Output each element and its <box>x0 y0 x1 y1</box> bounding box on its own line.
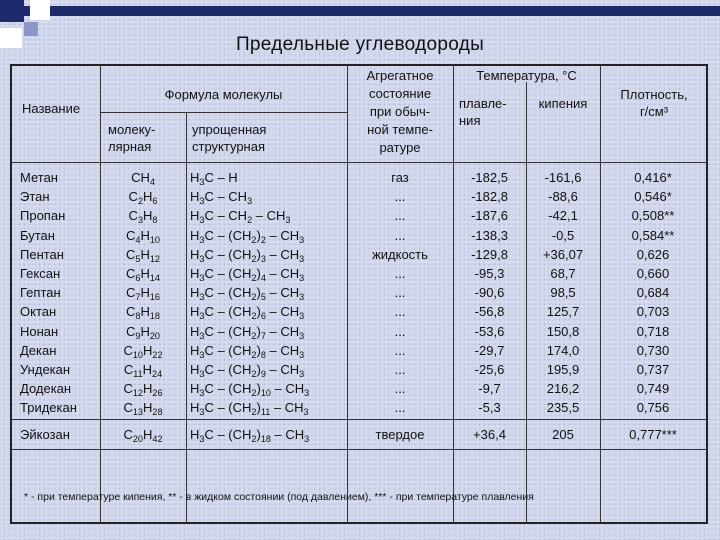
melting-point: -25,6 <box>474 362 505 378</box>
melting-point: -29,7 <box>474 342 505 358</box>
eicosane-state: твердое <box>375 427 425 442</box>
melting-point: -129,8 <box>471 246 508 262</box>
melting-point: -95,3 <box>474 266 505 282</box>
melting-point: -5,3 <box>478 400 501 416</box>
boiling-point: +36,07 <box>542 246 584 262</box>
structural-formula: $H_3C - (CH_2)_6 - CH_3$ <box>190 304 305 322</box>
density-value: 0,584** <box>631 227 675 243</box>
alkane-name: Метан <box>20 170 58 185</box>
eicosane-structural-formula: $H_3C - (CH_2)_{18} - CH_3$ <box>190 427 310 445</box>
aggregate-state: ... <box>394 381 406 397</box>
molecular-formula: $C_3H_8$ <box>128 208 158 226</box>
molecular-formula: $C_2H_6$ <box>128 189 158 207</box>
density-value: 0,508** <box>631 208 675 224</box>
aggregate-state: ... <box>394 208 406 224</box>
melting-point: -56,8 <box>474 304 505 320</box>
molecular-formula: $CH_4$ <box>131 170 155 188</box>
header-molecular: молеку- лярная <box>108 122 156 154</box>
boiling-point: 125,7 <box>546 304 580 320</box>
density-value: 0,416* <box>634 170 672 185</box>
structural-formula: $H_3C - (CH_2)_3 - CH_3$ <box>190 246 305 264</box>
header-temperature: Температура, °С <box>476 68 577 83</box>
alkane-name: Тридекан <box>20 400 77 416</box>
melting-point: -53,6 <box>474 323 505 339</box>
boiling-point: -88,6 <box>548 189 578 205</box>
column-boiling-point <box>526 168 600 418</box>
eicosane-name: Эйкозан <box>20 427 70 442</box>
structural-formula: $H_3C - (CH_2)_7 - CH_3$ <box>190 323 305 341</box>
molecular-formula: $C_9H_{20}$ <box>126 323 160 341</box>
melting-point: -187,6 <box>471 208 508 224</box>
melting-point: -90,6 <box>474 285 505 301</box>
boiling-point: 68,7 <box>550 266 576 282</box>
eicosane-melting: +36,4 <box>473 427 506 442</box>
structural-formula: $H_3C - (CH_2)_4 - CH_3$ <box>190 266 305 284</box>
structural-formula: $H_3C - CH_3$ <box>190 189 253 207</box>
density-value: 0,756 <box>636 400 670 416</box>
alkane-name: Пропан <box>20 208 66 224</box>
molecular-formula: $C_7H_{16}$ <box>126 285 160 303</box>
density-value: 0,730 <box>636 342 670 358</box>
aggregate-state: ... <box>394 285 406 301</box>
eicosane-boiling: 205 <box>552 427 574 442</box>
column-structural-formula <box>190 168 347 418</box>
molecular-formula: $C_{13}H_{28}$ <box>123 400 163 418</box>
aggregate-state: ... <box>394 227 406 243</box>
alkane-name: Нонан <box>20 323 59 339</box>
alkane-name: Гексан <box>20 266 61 282</box>
boiling-point: 150,8 <box>546 323 580 339</box>
header-melting: плавле- ния <box>459 96 507 128</box>
header-boiling: кипения <box>538 96 588 111</box>
melting-point: -182,5 <box>471 170 508 185</box>
molecular-formula: $C_{10}H_{22}$ <box>123 342 163 360</box>
boiling-point: 98,5 <box>550 285 576 301</box>
structural-formula: $H_3C - CH_2 - CH_3$ <box>190 208 291 226</box>
header-state: Агрегатное состояние при обыч- ной темпе- ратуре <box>366 68 434 155</box>
melting-point: -182,8 <box>471 189 508 205</box>
structural-formula: $H_3C - (CH_2)_9 - CH_3$ <box>190 362 305 380</box>
aggregate-state: ... <box>394 400 406 416</box>
alkane-name: Бутан <box>20 227 55 243</box>
structural-formula: $H_3C$ – H <box>190 170 238 188</box>
density-value: 0,718 <box>636 323 670 339</box>
molecular-formula: $C_4H_{10}$ <box>126 227 160 245</box>
melting-point: -9,7 <box>478 381 501 397</box>
decor-square-white <box>30 0 50 20</box>
molecular-formula: $C_8H_{18}$ <box>126 304 160 322</box>
alkane-name: Додекан <box>20 381 72 397</box>
grid-line <box>186 112 187 523</box>
aggregate-state: ... <box>394 266 406 282</box>
alkane-name: Гептан <box>20 285 61 301</box>
aggregate-state: ... <box>394 304 406 320</box>
boiling-point: -161,6 <box>544 170 582 185</box>
grid-line <box>11 162 707 163</box>
alkane-name: Этан <box>20 189 50 205</box>
aggregate-state: ... <box>394 362 406 378</box>
header-name: Название <box>22 101 81 116</box>
structural-formula: $H_3C - (CH_2)_8 - CH_3$ <box>190 342 305 360</box>
molecular-formula: $C_5H_{12}$ <box>126 246 160 264</box>
aggregate-state: ... <box>394 342 406 358</box>
aggregate-state: ... <box>394 189 406 205</box>
header-density: Плотность, г/см³ <box>620 87 688 119</box>
grid-line <box>11 449 707 450</box>
structural-formula: $H_3C - (CH_2)_{10} - CH_3$ <box>190 381 310 399</box>
aggregate-state: ... <box>394 323 406 339</box>
alkane-name: Октан <box>20 304 57 320</box>
structural-formula: $H_3C - (CH_2)_5 - CH_3$ <box>190 285 305 303</box>
header-structural: упрощенная структурная <box>192 122 267 154</box>
density-value: 0,737 <box>636 362 670 378</box>
boiling-point: 216,2 <box>546 381 580 397</box>
melting-point: -138,3 <box>471 227 508 243</box>
column-name <box>20 168 100 418</box>
density-value: 0,749 <box>636 381 670 397</box>
density-value: 0,703 <box>636 304 670 320</box>
column-molecular-formula <box>100 168 186 418</box>
eicosane-density: 0,777*** <box>629 427 677 442</box>
structural-formula: $H_3C - (CH_2)_{11} - CH_3$ <box>190 400 309 418</box>
header-formula: Формула молекулы <box>164 87 283 102</box>
molecular-formula: $C_{12}H_{26}$ <box>123 381 163 399</box>
molecular-formula: $C_{11}H_{24}$ <box>123 362 163 380</box>
boiling-point: 195,9 <box>546 362 580 378</box>
density-value: 0,546* <box>634 189 672 205</box>
alkane-name: Ундекан <box>20 362 71 378</box>
boiling-point: -42,1 <box>548 208 578 224</box>
decor-top-bar <box>0 6 720 16</box>
density-value: 0,684 <box>636 285 670 301</box>
boiling-point: 235,5 <box>546 400 580 416</box>
boiling-point: -0,5 <box>551 227 575 243</box>
column-density <box>600 168 706 418</box>
density-value: 0,626 <box>636 246 670 262</box>
aggregate-state: газ <box>391 170 409 185</box>
molecular-formula: $C_6H_{14}$ <box>126 266 160 284</box>
boiling-point: 174,0 <box>546 342 580 358</box>
grid-line <box>100 112 347 113</box>
alkane-name: Пентан <box>20 246 64 262</box>
grid-line <box>11 419 707 420</box>
column-melting-point <box>453 168 526 418</box>
page-title: Предельные углеводороды <box>235 34 485 55</box>
alkane-name: Декан <box>20 342 57 358</box>
aggregate-state: жидкость <box>372 246 428 262</box>
eicosane-molecular-formula: $C_{20}H_{42}$ <box>123 427 163 445</box>
column-state <box>347 168 453 418</box>
density-value: 0,660 <box>636 266 670 282</box>
footnote: * - при температуре кипения, ** - в жидком состоянии (под давлением), *** - при температуре плавления <box>24 491 534 503</box>
structural-formula: $H_3C - (CH_2)_2 - CH_3$ <box>190 227 305 245</box>
